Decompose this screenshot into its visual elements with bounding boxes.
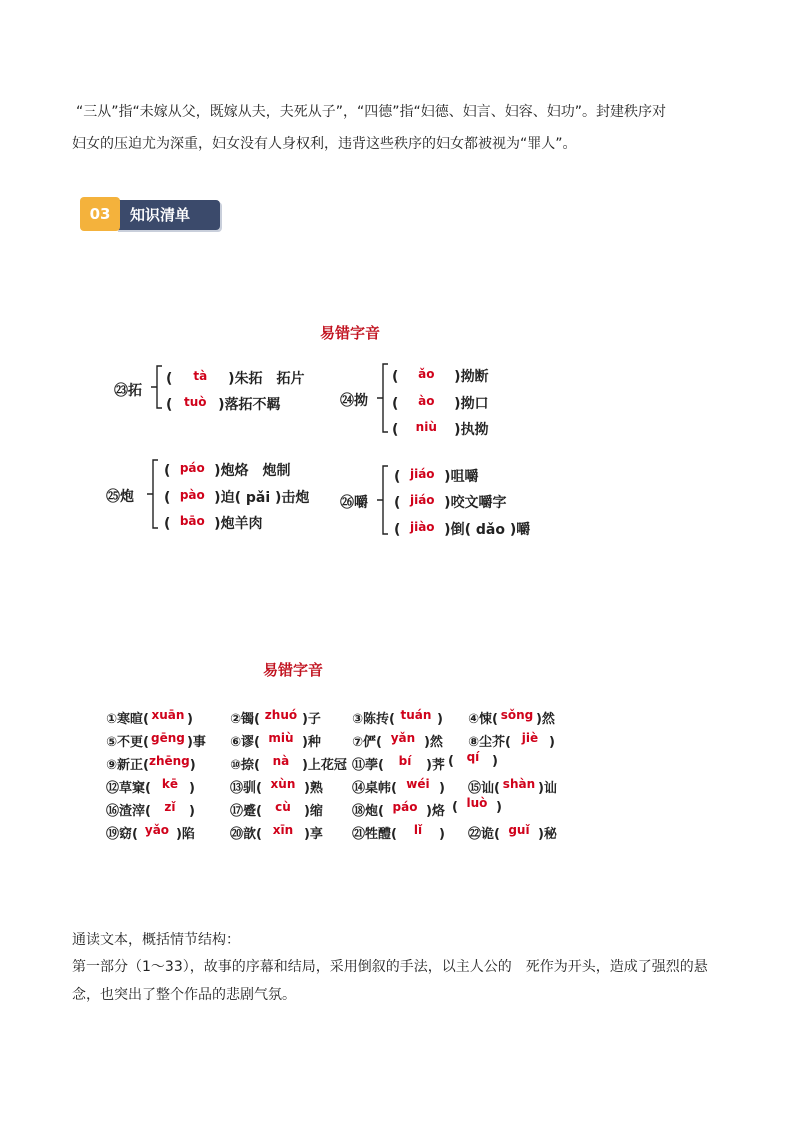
- g24-r2-words: 拗口: [460, 396, 489, 412]
- g25-row2: ( pào )迫( pǎi )击炮: [164, 488, 310, 506]
- section-number: 03: [80, 197, 120, 231]
- g23-r2-words: 落拓不羁: [224, 397, 281, 413]
- pinyin-item-pinyin: miù: [268, 731, 294, 745]
- g24-r2-pinyin: ào: [418, 394, 435, 408]
- pinyin-item-tail: 荠: [431, 758, 445, 773]
- g25-row3: ( bāo )炮羊肉: [164, 514, 263, 532]
- g26-r1-pinyin: jiáo: [409, 467, 435, 481]
- pinyin-item-pinyin: wéi: [406, 777, 430, 791]
- closing-line-1: 通读文本，概括情节结构：: [72, 932, 240, 948]
- pinyin-item-pinyin: cù: [275, 800, 291, 814]
- pinyin-item-pinyin: gēng: [151, 731, 185, 745]
- pinyin-item: ⑩捺( nà )上花冠: [230, 754, 347, 773]
- g25-r2-word: 迫: [220, 490, 235, 506]
- pinyin-item-pinyin: bí: [398, 754, 412, 768]
- pinyin-item-word: ④悚: [468, 712, 493, 727]
- pinyin-item-pinyin: zhēng: [148, 754, 190, 768]
- pinyin-item: ⑦俨( yǎn )然: [352, 731, 443, 750]
- g23-row1: ( tà )朱拓 拓片: [166, 369, 305, 387]
- pinyin-item: ⑥谬( miù )种: [230, 731, 321, 750]
- pinyin-item: ⑭桌帏( wéi ): [352, 777, 445, 796]
- pinyin-item-word: ⑱炮: [352, 804, 379, 819]
- g26-r3-tail: 嚼: [516, 522, 531, 538]
- section-title: 知识清单: [116, 200, 220, 230]
- pinyin-item-word: ②镯: [230, 712, 255, 727]
- pinyin-item-tail: 种: [307, 735, 321, 750]
- pinyin-item-word: ⑲窈: [106, 827, 133, 842]
- pinyin-item-pinyin: nà: [272, 754, 290, 768]
- closing-line-3: 念，也突出了整个作品的悲剧气氛。: [72, 987, 296, 1003]
- g24-r1-pinyin: ǎo: [418, 367, 435, 381]
- g25-row1: ( páo )炮烙 炮制: [164, 461, 291, 479]
- pinyin-item: ⑤不更( gēng )事: [106, 731, 206, 750]
- pinyin-item-pinyin: kē: [161, 777, 179, 791]
- pinyin-item: ④悚( sǒng )然: [468, 708, 555, 727]
- pinyin-item-tail: 子: [307, 712, 321, 727]
- g26-row3: ( jiào )倒( dǎo )嚼: [394, 520, 531, 538]
- pinyin-item-pinyin: lǐ: [413, 823, 423, 837]
- pinyin-item: ⑲窈( yǎo )陷: [106, 823, 195, 842]
- pinyin-item-word: ③陈抟: [352, 712, 390, 727]
- g26-row2: ( jiáo )咬文嚼字: [394, 493, 507, 511]
- pinyin-item-tail: 熟: [309, 781, 323, 796]
- pinyin-item-pinyin: yǎo: [144, 823, 170, 837]
- pinyin-item: ㉒诡( guǐ )秘: [468, 823, 557, 842]
- g26-r2-words: 咬文嚼字: [450, 495, 507, 511]
- g25-r3-pinyin: bāo: [179, 514, 205, 528]
- g25-label: ㉕炮: [106, 489, 134, 505]
- g25-r2-pinyin: pào: [179, 488, 205, 502]
- g23-label: ㉓拓: [114, 383, 142, 399]
- pinyin-item-tail: 缩: [309, 804, 323, 819]
- closing-line-2: 第一部分（1～33），故事的序幕和结局，采用倒叙的手法，以主人公的 死作为开头，造成了强烈的悬: [72, 959, 708, 975]
- g26-label: ㉖嚼: [340, 495, 368, 511]
- pinyin-item-tail: 上花冠: [307, 758, 347, 773]
- pinyin-item-word: ⑪荸: [352, 758, 379, 773]
- pinyin-item-word: ⑨新正: [106, 758, 144, 773]
- pinyin-item-word: ㉒诡: [468, 827, 495, 842]
- pinyin-item-pinyin: tuán: [400, 708, 432, 722]
- g24-row1: ( ǎo )拗断: [392, 367, 489, 385]
- g26-row1: ( jiáo )咀嚼: [394, 467, 479, 485]
- intro-line-2: 妇女的压迫尤为深重，妇女没有人身权利，违背这些秩序的妇女都被视为“罪人”。: [72, 136, 577, 152]
- pinyin-item: ⑱炮( páo )烙: [352, 800, 445, 819]
- pinyin-item: ㉑牲醴( lǐ ): [352, 823, 445, 842]
- pinyin-item: ⑧尘芥( jiè ): [468, 731, 555, 750]
- block2-title: 易错字音: [263, 661, 324, 679]
- pinyin-item-word: ⑬驯: [230, 781, 257, 796]
- g26-r3-word: 倒: [450, 522, 465, 538]
- g23-row2: ( tuò )落拓不羁: [166, 395, 281, 413]
- pinyin-item: ②镯( zhuó )子: [230, 708, 321, 727]
- g26-r3-pinyin: jiào: [409, 520, 435, 534]
- pinyin-item: ⑰蹙( cù )缩: [230, 800, 323, 819]
- pinyin-item-word: ⑯渣滓: [106, 804, 146, 819]
- pinyin-item: ①寒暄( xuān ): [106, 708, 193, 727]
- block1-title: 易错字音: [320, 324, 381, 342]
- pinyin-item: ⑫草窠( kē ): [106, 777, 195, 796]
- pinyin-item-tail: 讪: [543, 781, 557, 796]
- pinyin-item: ⑯渣滓( zǐ ): [106, 800, 195, 819]
- pinyin-item-pinyin: páo: [392, 800, 418, 814]
- pinyin-item: ⑨新正(zhēng): [106, 754, 196, 773]
- g23-r1-words: 朱拓 拓片: [234, 371, 305, 387]
- pinyin-item-pinyin: xuān: [151, 708, 185, 722]
- g23-r1-pinyin: tà: [193, 369, 208, 383]
- pinyin-item-tail: 享: [309, 827, 323, 842]
- pinyin-item-word: ⑥谬: [230, 735, 255, 750]
- pinyin-item-word: ⑦俨: [352, 735, 377, 750]
- pinyin-item-tail: 事: [192, 735, 206, 750]
- pinyin-item-tail: 然: [429, 735, 443, 750]
- pinyin-item-pinyin: zhuó: [264, 708, 298, 722]
- pinyin-item-pinyin: xīn: [272, 823, 294, 837]
- pinyin-item: ⑬驯( xùn )熟: [230, 777, 323, 796]
- g26-r1-words: 咀嚼: [450, 469, 479, 485]
- pinyin-item-word: ①寒暄: [106, 712, 144, 727]
- g25-brace: [146, 458, 160, 530]
- pinyin-item: ⑮讪( shàn )讪: [468, 777, 557, 796]
- pinyin-item-tail: 秘: [543, 827, 557, 842]
- g25-r3-words: 炮羊肉: [220, 516, 263, 532]
- pinyin-item-pinyin: jiè: [521, 731, 539, 745]
- g26-r3-pinyin-black: dǎo: [475, 522, 505, 538]
- g24-r3-words: 执拗: [460, 422, 489, 438]
- pinyin-item-word: ⑭桌帏: [352, 781, 392, 796]
- pinyin-item-pinyin: zǐ: [164, 800, 176, 814]
- g25-r1-words: 炮烙 炮制: [220, 463, 291, 479]
- g24-brace: [376, 362, 390, 434]
- g24-label: ㉔拗: [340, 393, 368, 409]
- g25-r1-pinyin: páo: [179, 461, 205, 475]
- g26-brace: [376, 464, 390, 536]
- pinyin-item-word: ⑩捺: [230, 758, 255, 773]
- pinyin-item-pinyin: luò: [466, 796, 488, 810]
- pinyin-item-pinyin: xùn: [270, 777, 296, 791]
- pinyin-item-pinyin: guǐ: [508, 823, 530, 837]
- g23-brace: [150, 364, 164, 410]
- pinyin-item: ( luò ): [452, 796, 502, 815]
- pinyin-item-word: ⑳歆: [230, 827, 257, 842]
- g24-r1-words: 拗断: [460, 369, 489, 385]
- pinyin-item: ⑳歆( xīn )享: [230, 823, 323, 842]
- pinyin-item-tail: 陷: [181, 827, 195, 842]
- g24-row3: ( niù )执拗: [392, 420, 489, 438]
- g24-row2: ( ào )拗口: [392, 394, 489, 412]
- pinyin-item-word: ㉑牲醴: [352, 827, 392, 842]
- pinyin-item-word: ⑰蹙: [230, 804, 257, 819]
- pinyin-item-pinyin: sǒng: [500, 708, 534, 722]
- pinyin-item: ③陈抟( tuán ): [352, 708, 443, 727]
- pinyin-item-word: ⑮讪: [468, 781, 495, 796]
- pinyin-item-pinyin: yǎn: [390, 731, 416, 745]
- pinyin-item: ⑪荸( bí )荠: [352, 754, 445, 773]
- pinyin-item-word: ⑧尘芥: [468, 735, 506, 750]
- pinyin-item-pinyin: qí: [466, 750, 480, 764]
- pinyin-item: ( qí ): [448, 750, 498, 769]
- g23-r2-pinyin: tuò: [184, 395, 207, 409]
- pinyin-item-word: ⑫草窠: [106, 781, 146, 796]
- pinyin-item-pinyin: shàn: [502, 777, 536, 791]
- pinyin-item-tail: 然: [541, 712, 555, 727]
- g25-r2-words: 击炮: [281, 490, 310, 506]
- g24-r3-pinyin: niù: [415, 420, 437, 434]
- intro-line-1: “三从”指“未嫁从父，既嫁从夫，夫死从子”，“四德”指“妇德、妇言、妇容、妇功”。封建秩序对: [76, 104, 667, 120]
- pinyin-item-tail: 烙: [431, 804, 445, 819]
- pinyin-item-word: ⑤不更: [106, 735, 144, 750]
- g26-r2-pinyin: jiáo: [409, 493, 435, 507]
- g25-r2-pinyin-black: pǎi: [245, 490, 271, 506]
